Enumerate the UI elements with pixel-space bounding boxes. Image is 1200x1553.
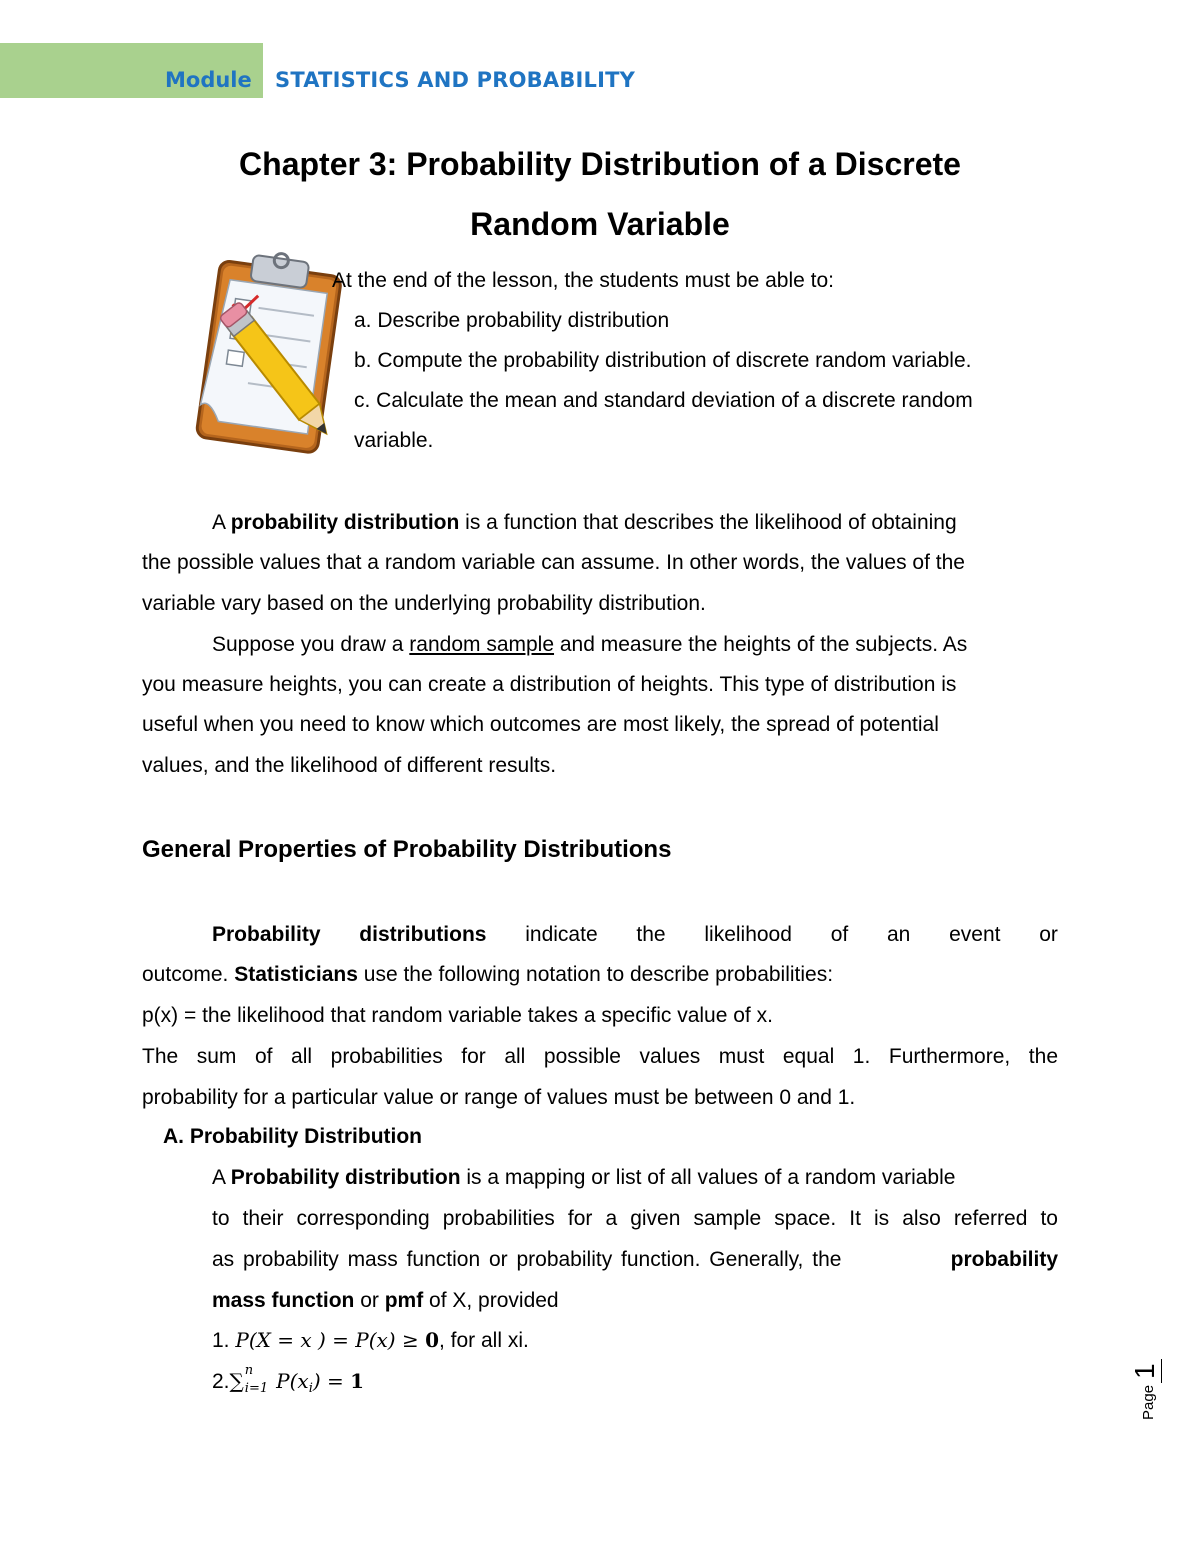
sigma-symbol: ∑: [229, 1369, 244, 1393]
objective-c-line2: variable.: [354, 429, 434, 452]
probability-distribution-term: Probability distribution: [230, 1166, 461, 1189]
clipboard-pencil-icon: [168, 245, 358, 460]
formula-text: , for all xi.: [438, 1329, 529, 1352]
subject-title: STATISTICS AND PROBABILITY: [275, 68, 636, 92]
random-sample-link[interactable]: random sample: [409, 633, 555, 656]
section-a-line3: [212, 1249, 1058, 1270]
section-a-line2: to their corresponding probabilities for a given sample space. It is also referred to: [212, 1207, 1058, 1230]
formula-1: [212, 1330, 529, 1351]
probability-distribution-term: probability distribution: [230, 511, 460, 534]
para1-line2: the possible values that a random variable can assume. In other words, the values of the: [142, 551, 965, 574]
formula-2: [212, 1363, 365, 1397]
chapter-title-line1: Chapter 3: Probability Distribution of a Discrete: [239, 146, 961, 182]
word: or: [1039, 923, 1058, 946]
word: an: [886, 923, 911, 946]
para2-line3: useful when you need to know which outcomes are most likely, the spread of potential: [142, 713, 939, 736]
word: indicate: [525, 923, 598, 946]
section-heading: General Properties of Probability Distributions: [142, 836, 672, 863]
statisticians-term: Statisticians: [234, 963, 358, 986]
para3-text: use the following notation to describe probabilities:: [357, 963, 834, 986]
page-number-footer: [1122, 1340, 1162, 1420]
para1-text: A: [212, 511, 231, 534]
para1-text: is a function that describes the likelihood of obtaining: [459, 511, 957, 534]
para2-text: Suppose you draw a: [212, 633, 410, 656]
para2-line2: you measure heights, you can create a distribution of heights. This type of distribution is: [142, 673, 957, 696]
formula-math: ) =: [312, 1369, 351, 1393]
sigma-upper: n: [244, 1363, 254, 1379]
objectives-intro: At the end of the lesson, the students must be able to:: [332, 269, 834, 292]
word: likelihood: [704, 923, 792, 946]
page-label: Page: [1140, 1384, 1157, 1420]
mass-function-term: mass function: [212, 1289, 355, 1312]
section-a-line4: [212, 1290, 559, 1311]
para2-line4: values, and the likelihood of different results.: [142, 754, 557, 777]
sigma-limits: [244, 1363, 270, 1397]
section-a-text: or: [354, 1289, 385, 1312]
para1-line1: [212, 512, 957, 533]
formula-subscript: i: [308, 1381, 313, 1396]
objective-c-line1: c. Calculate the mean and standard deviation of a discrete random: [354, 389, 973, 412]
para3-line3: p(x) = the likelihood that random variable takes a specific value of x.: [142, 1004, 773, 1027]
formula-number: 2.: [212, 1370, 230, 1393]
word: the: [636, 923, 666, 946]
formula-math: P(x: [269, 1369, 309, 1393]
para1-line3: variable vary based on the underlying probability distribution.: [142, 592, 706, 615]
page-number: 1: [1131, 1359, 1162, 1383]
formula-one: 1: [350, 1369, 365, 1393]
para2-text: and measure the heights of the subjects. As: [554, 633, 968, 656]
formula-zero: 0: [425, 1328, 439, 1352]
formula-math: P(X = x ) = P(x) ≥: [235, 1328, 426, 1352]
module-label: Module: [165, 68, 252, 92]
word: event: [949, 923, 1001, 946]
para3-line4: The sum of all probabilities for all possible values must equal 1. Furthermore, the: [142, 1045, 1058, 1068]
word: Probability: [212, 923, 321, 946]
section-a-heading: A. Probability Distribution: [163, 1125, 423, 1148]
word: distributions: [359, 923, 487, 946]
word: of: [830, 923, 849, 946]
para3-line2: [142, 964, 833, 985]
para2-line1: [212, 634, 967, 655]
section-a-text: of X, provided: [423, 1289, 559, 1312]
objective-a: a. Describe probability distribution: [354, 309, 670, 332]
section-a-text: as probability mass function or probability function. Generally, the: [212, 1248, 851, 1271]
chapter-title-line2: Random Variable: [470, 206, 730, 242]
section-a-line1: [212, 1167, 955, 1188]
probability-term: probability: [950, 1248, 1058, 1271]
formula-number: 1.: [212, 1329, 236, 1352]
section-a-text: A: [212, 1166, 231, 1189]
section-a-text: is a mapping or list of all values of a random variable: [460, 1166, 956, 1189]
objective-b: b. Compute the probability distribution of discrete random variable.: [354, 349, 972, 372]
para3-line1: [212, 924, 1058, 945]
pmf-term: pmf: [384, 1289, 424, 1312]
sigma-lower: i=1: [244, 1381, 269, 1397]
para3-text: outcome.: [142, 963, 235, 986]
para3-line5: probability for a particular value or range of values must be between 0 and 1.: [142, 1086, 856, 1109]
